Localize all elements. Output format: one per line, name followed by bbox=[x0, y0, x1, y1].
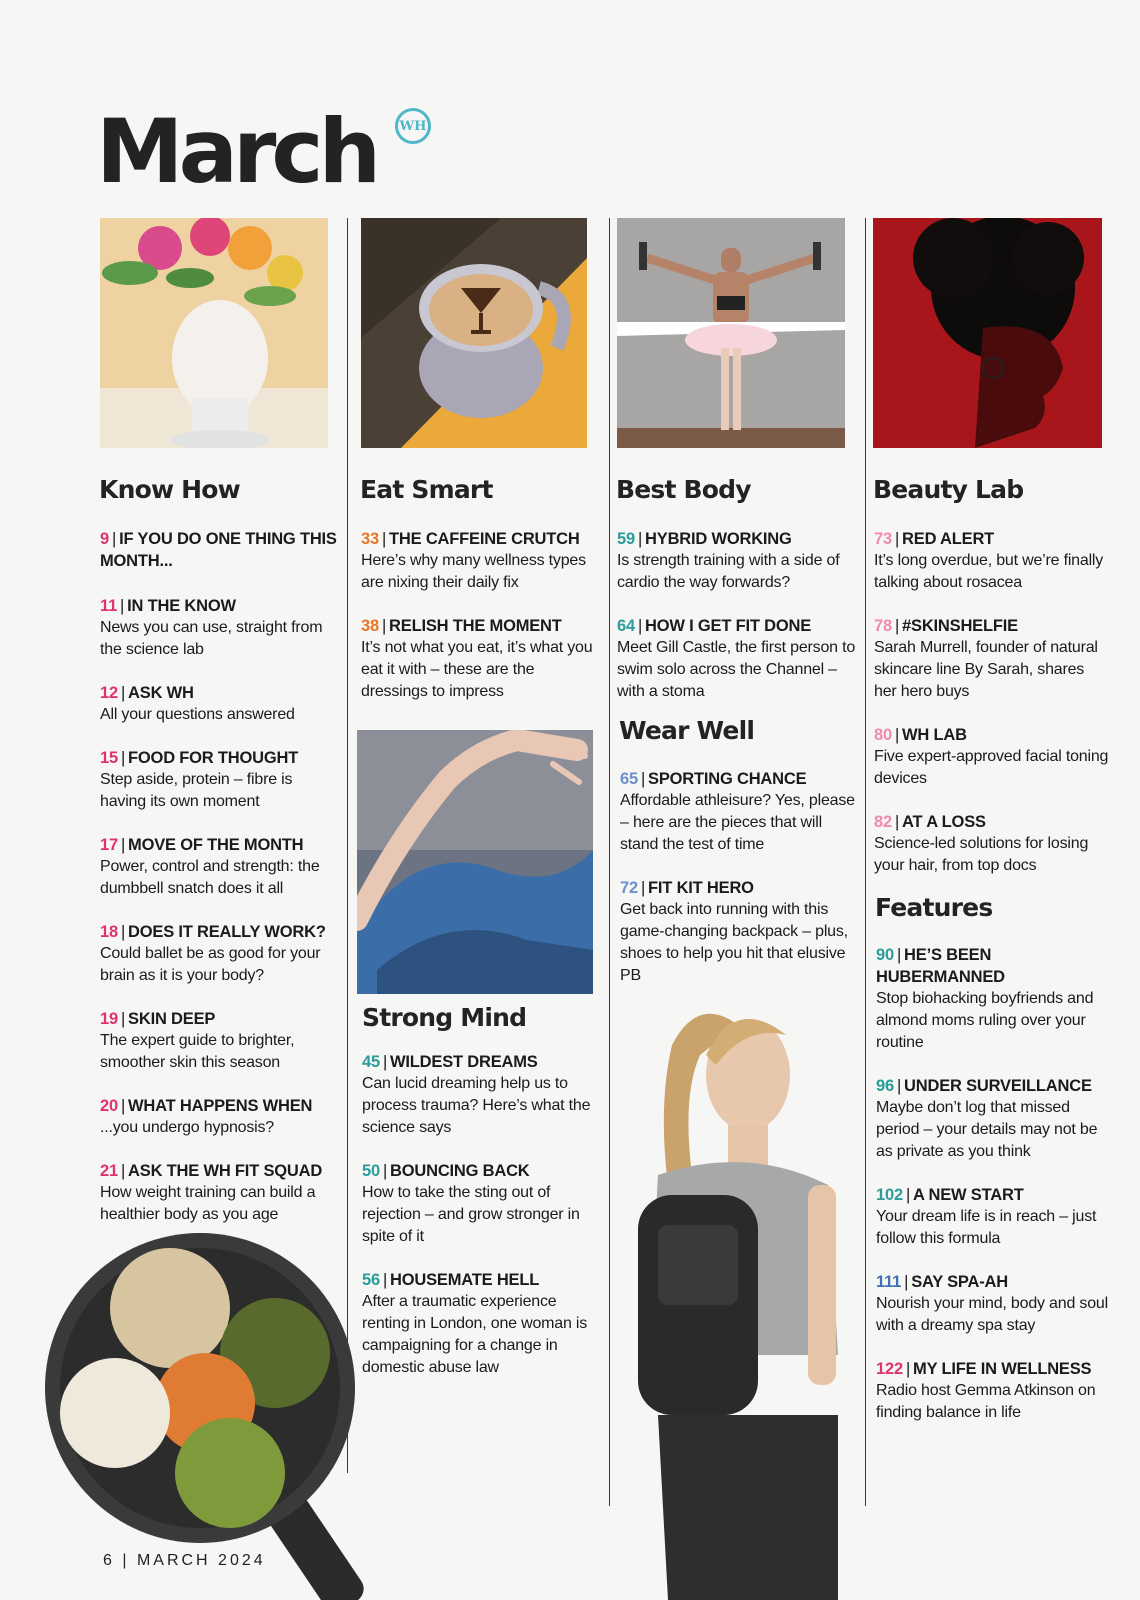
entry-description: Power, control and strength: the dumbbell snatch does it all bbox=[100, 858, 320, 897]
entry-headline: SKIN DEEP bbox=[128, 1010, 216, 1028]
section-title-strong-mind: Strong Mind bbox=[362, 1003, 527, 1032]
list-item[interactable]: 20 | WHAT HAPPENS WHEN ...you undergo hypnosis? bbox=[100, 1095, 340, 1139]
flower-bust-image bbox=[100, 218, 328, 448]
page-number: 59 bbox=[617, 530, 635, 548]
entry-headline: SAY SPA-AH bbox=[911, 1273, 1008, 1291]
section-title-wear-well: Wear Well bbox=[619, 716, 755, 745]
page-number: 96 bbox=[876, 1077, 894, 1095]
ballerina-dumbbell-photo bbox=[617, 218, 845, 448]
entry-description: Get back into running with this game-changing backpack – plus, shoes to help you hit that elusive PB bbox=[620, 901, 848, 984]
woman-backpack-image bbox=[598, 985, 868, 1600]
best-body-list bbox=[617, 528, 857, 724]
pulses-pan-image bbox=[40, 1228, 370, 1600]
entry-description: The expert guide to brighter, smoother skin this season bbox=[100, 1032, 295, 1071]
entry-headline: HOUSEMATE HELL bbox=[390, 1271, 540, 1289]
section-title-eat-smart: Eat Smart bbox=[360, 475, 493, 504]
entry-headline: UNDER SURVEILLANCE bbox=[904, 1077, 1092, 1095]
page-number: 11 bbox=[100, 597, 118, 615]
page-number: 72 bbox=[620, 879, 638, 897]
entry-headline: SPORTING CHANCE bbox=[648, 770, 807, 788]
list-item[interactable]: 50 | BOUNCING BACK How to take the sting out of rejection – and grow stronger in spite of it bbox=[362, 1160, 602, 1248]
page-footer: 6 | MARCH 2024 bbox=[103, 1552, 266, 1569]
list-item[interactable]: 90 | HE’S BEEN HUBERMANNED Stop biohacking boyfriends and almond moms ruling over your routine bbox=[876, 944, 1112, 1054]
eat-smart-list bbox=[361, 528, 601, 724]
entry-description: After a traumatic experience renting in London, one woman is campaigning for a change in domestic abuse law bbox=[362, 1293, 588, 1376]
entry-description: News you can use, straight from the science lab bbox=[100, 619, 323, 658]
page-number: 33 bbox=[361, 530, 379, 548]
woman-backpack-photo bbox=[598, 985, 868, 1600]
entry-description: It’s not what you eat, it’s what you eat it with – these are the dressings to impress bbox=[361, 639, 593, 700]
entry-description: Maybe don’t log that missed period – your details may not be as private as you think bbox=[876, 1099, 1098, 1160]
list-item[interactable]: 33 | THE CAFFEINE CRUTCH Here’s why many wellness types are nixing their daily fix bbox=[361, 528, 601, 594]
list-item[interactable]: 15 | FOOD FOR THOUGHT Step aside, protein – fibre is having its own moment bbox=[100, 747, 340, 813]
list-item[interactable]: 78 | #SKINSHELFIE Sarah Murrell, founder of natural skincare line By Sarah, shares her hero buys bbox=[874, 615, 1110, 703]
coffee-mug-image bbox=[361, 218, 587, 448]
page-number: 15 bbox=[100, 749, 118, 767]
entry-description: Step aside, protein – fibre is having its own moment bbox=[100, 771, 293, 810]
entry-headline: IF YOU DO ONE THING THIS MONTH... bbox=[100, 530, 337, 570]
page-number: 17 bbox=[100, 836, 118, 854]
entry-headline: MY LIFE IN WELLNESS bbox=[913, 1360, 1092, 1378]
entry-description: It’s long overdue, but we’re finally talking about rosacea bbox=[874, 552, 1104, 591]
entry-description: Affordable athleisure? Yes, please – here are the pieces that will stand the test of time bbox=[620, 792, 855, 853]
wh-logo: WH bbox=[395, 108, 431, 144]
list-item[interactable]: 59 | HYBRID WORKING Is strength training with a side of cardio the way forwards? bbox=[617, 528, 857, 594]
hand-abstract-image bbox=[357, 730, 593, 994]
entry-description: All your questions answered bbox=[100, 706, 295, 723]
list-item[interactable]: 122 | MY LIFE IN WELLNESS Radio host Gemma Atkinson on finding balance in life bbox=[876, 1358, 1112, 1424]
entry-description: Meet Gill Castle, the first person to swim solo across the Channel – with a stoma bbox=[617, 639, 856, 700]
page-number: 78 bbox=[874, 617, 892, 635]
entry-headline: HE’S BEEN HUBERMANNED bbox=[876, 946, 1005, 986]
entry-headline: #SKINSHELFIE bbox=[902, 617, 1018, 635]
list-item[interactable]: 17 | MOVE OF THE MONTH Power, control and strength: the dumbbell snatch does it all bbox=[100, 834, 340, 900]
entry-description: Your dream life is in reach – just follow this formula bbox=[876, 1208, 1097, 1247]
page-number: 9 bbox=[100, 530, 109, 548]
entry-headline: ASK WH bbox=[128, 684, 194, 702]
entry-description: Stop biohacking boyfriends and almond moms ruling over your routine bbox=[876, 990, 1094, 1051]
section-title-features: Features bbox=[875, 893, 993, 922]
entry-headline: RED ALERT bbox=[902, 530, 995, 548]
entry-headline: WH LAB bbox=[902, 726, 967, 744]
list-item[interactable]: 18 | DOES IT REALLY WORK? Could ballet be as good for your brain as it is your body? bbox=[100, 921, 340, 987]
entry-headline: BOUNCING BACK bbox=[390, 1162, 530, 1180]
entry-description: Here’s why many wellness types are nixing their daily fix bbox=[361, 552, 586, 591]
coffee-mug-photo bbox=[361, 218, 587, 448]
page-number: 122 bbox=[876, 1360, 903, 1378]
list-item[interactable]: 96 | UNDER SURVEILLANCE Maybe don’t log that missed period – your details may not be as private as you think bbox=[876, 1075, 1112, 1163]
list-item[interactable]: 111 | SAY SPA-AH Nourish your mind, body and soul with a dreamy spa stay bbox=[876, 1271, 1112, 1337]
entry-headline: DOES IT REALLY WORK? bbox=[128, 923, 326, 941]
page-title: March bbox=[96, 100, 377, 203]
list-item[interactable]: 82 | AT A LOSS Science-led solutions for losing your hair, from top docs bbox=[874, 811, 1110, 877]
entry-headline: HOW I GET FIT DONE bbox=[645, 617, 812, 635]
list-item[interactable]: 102 | A NEW START Your dream life is in reach – just follow this formula bbox=[876, 1184, 1112, 1250]
page-number: 19 bbox=[100, 1010, 118, 1028]
list-item[interactable]: 19 | SKIN DEEP The expert guide to brighter, smoother skin this season bbox=[100, 1008, 340, 1074]
entry-headline: RELISH THE MOMENT bbox=[389, 617, 562, 635]
entry-headline: WHAT HAPPENS WHEN bbox=[128, 1097, 313, 1115]
list-item[interactable]: 65 | SPORTING CHANCE Affordable athleisure? Yes, please – here are the pieces that will stand the test of time bbox=[620, 768, 860, 856]
list-item[interactable]: 9 | IF YOU DO ONE THING THIS MONTH... bbox=[100, 530, 337, 570]
entry-description: Is strength training with a side of cardio the way forwards? bbox=[617, 552, 840, 591]
entry-description: How to take the sting out of rejection – and grow stronger in spite of it bbox=[362, 1184, 580, 1245]
entry-headline: FOOD FOR THOUGHT bbox=[128, 749, 299, 767]
red-profile-image bbox=[873, 218, 1102, 448]
page-number: 18 bbox=[100, 923, 118, 941]
page-number: 12 bbox=[100, 684, 118, 702]
page-number: 111 bbox=[876, 1273, 902, 1291]
entry-headline: AT A LOSS bbox=[902, 813, 986, 831]
red-profile-photo bbox=[873, 218, 1102, 448]
entry-description: Can lucid dreaming help us to process trauma? Here’s what the science says bbox=[362, 1075, 591, 1136]
list-item[interactable]: 11 | IN THE KNOW News you can use, straight from the science lab bbox=[100, 595, 340, 661]
page-number: 80 bbox=[874, 726, 892, 744]
section-title-beauty-lab: Beauty Lab bbox=[873, 475, 1024, 504]
list-item[interactable]: 72 | FIT KIT HERO Get back into running with this game-changing backpack – plus, shoes to help you hit that elusive PB bbox=[620, 877, 860, 987]
page-number: 73 bbox=[874, 530, 892, 548]
page-number: 90 bbox=[876, 946, 894, 964]
list-item[interactable]: 12 | ASK WH All your questions answered bbox=[100, 682, 340, 726]
section-title-best-body: Best Body bbox=[616, 475, 751, 504]
beauty-lab-list bbox=[874, 528, 1110, 898]
section-title-know-how: Know How bbox=[99, 475, 240, 504]
list-item[interactable]: 73 | RED ALERT It’s long overdue, but we’re finally talking about rosacea bbox=[874, 528, 1110, 594]
flower-bust-photo bbox=[100, 218, 328, 448]
page-number: 102 bbox=[876, 1186, 903, 1204]
wear-well-list bbox=[620, 768, 860, 1008]
entry-headline: HYBRID WORKING bbox=[645, 530, 792, 548]
entry-headline: ASK THE WH FIT SQUAD bbox=[128, 1162, 323, 1180]
page-number: 65 bbox=[620, 770, 638, 788]
entry-headline: THE CAFFEINE CRUTCH bbox=[389, 530, 580, 548]
list-item[interactable]: 38 | RELISH THE MOMENT It’s not what you eat, it’s what you eat it with – these are the dressings to impress bbox=[361, 615, 601, 703]
entry-description: ...you undergo hypnosis? bbox=[100, 1119, 274, 1136]
entry-description: Five expert-approved facial toning devices bbox=[874, 748, 1109, 787]
page-number: 56 bbox=[362, 1271, 380, 1289]
entry-description: How weight training can build a healthier body as you age bbox=[100, 1184, 316, 1223]
entry-description: Nourish your mind, body and soul with a dreamy spa stay bbox=[876, 1295, 1108, 1334]
list-item[interactable]: 80 | WH LAB Five expert-approved facial toning devices bbox=[874, 724, 1110, 790]
list-item[interactable]: 45 | WILDEST DREAMS Can lucid dreaming help us to process trauma? Here’s what the science says bbox=[362, 1051, 602, 1139]
entry-headline: WILDEST DREAMS bbox=[390, 1053, 538, 1071]
features-list bbox=[876, 944, 1112, 1445]
entry-headline: FIT KIT HERO bbox=[648, 879, 754, 897]
page-number: 50 bbox=[362, 1162, 380, 1180]
page-number: 64 bbox=[617, 617, 635, 635]
entry-headline: A NEW START bbox=[913, 1186, 1024, 1204]
ballerina-dumbbell-image bbox=[617, 218, 845, 448]
page-number: 20 bbox=[100, 1097, 118, 1115]
know-how-list bbox=[100, 528, 340, 1247]
entry-description: Could ballet be as good for your brain as it is your body? bbox=[100, 945, 321, 984]
entry-description: Sarah Murrell, founder of natural skincare line By Sarah, shares her hero buys bbox=[874, 639, 1098, 700]
page-number: 82 bbox=[874, 813, 892, 831]
page-number: 45 bbox=[362, 1053, 380, 1071]
entry-headline: MOVE OF THE MONTH bbox=[128, 836, 304, 854]
page-number: 21 bbox=[100, 1162, 118, 1180]
entry-description: Radio host Gemma Atkinson on finding balance in life bbox=[876, 1382, 1096, 1421]
hand-abstract-photo bbox=[357, 730, 593, 994]
page-number: 38 bbox=[361, 617, 379, 635]
strong-mind-list bbox=[362, 1051, 602, 1400]
list-item[interactable]: 21 | ASK THE WH FIT SQUAD How weight training can build a healthier body as you age bbox=[100, 1160, 340, 1226]
entry-headline: IN THE KNOW bbox=[127, 597, 236, 615]
list-item[interactable]: 64 | HOW I GET FIT DONE Meet Gill Castle, the first person to swim solo across the Channel – with a stoma bbox=[617, 615, 857, 703]
list-item[interactable]: 56 | HOUSEMATE HELL After a traumatic experience renting in London, one woman is campaigning for a change in domestic abuse law bbox=[362, 1269, 602, 1379]
pulses-pan-photo bbox=[40, 1228, 370, 1600]
entry-description: Science-led solutions for losing your hair, from top docs bbox=[874, 835, 1089, 874]
